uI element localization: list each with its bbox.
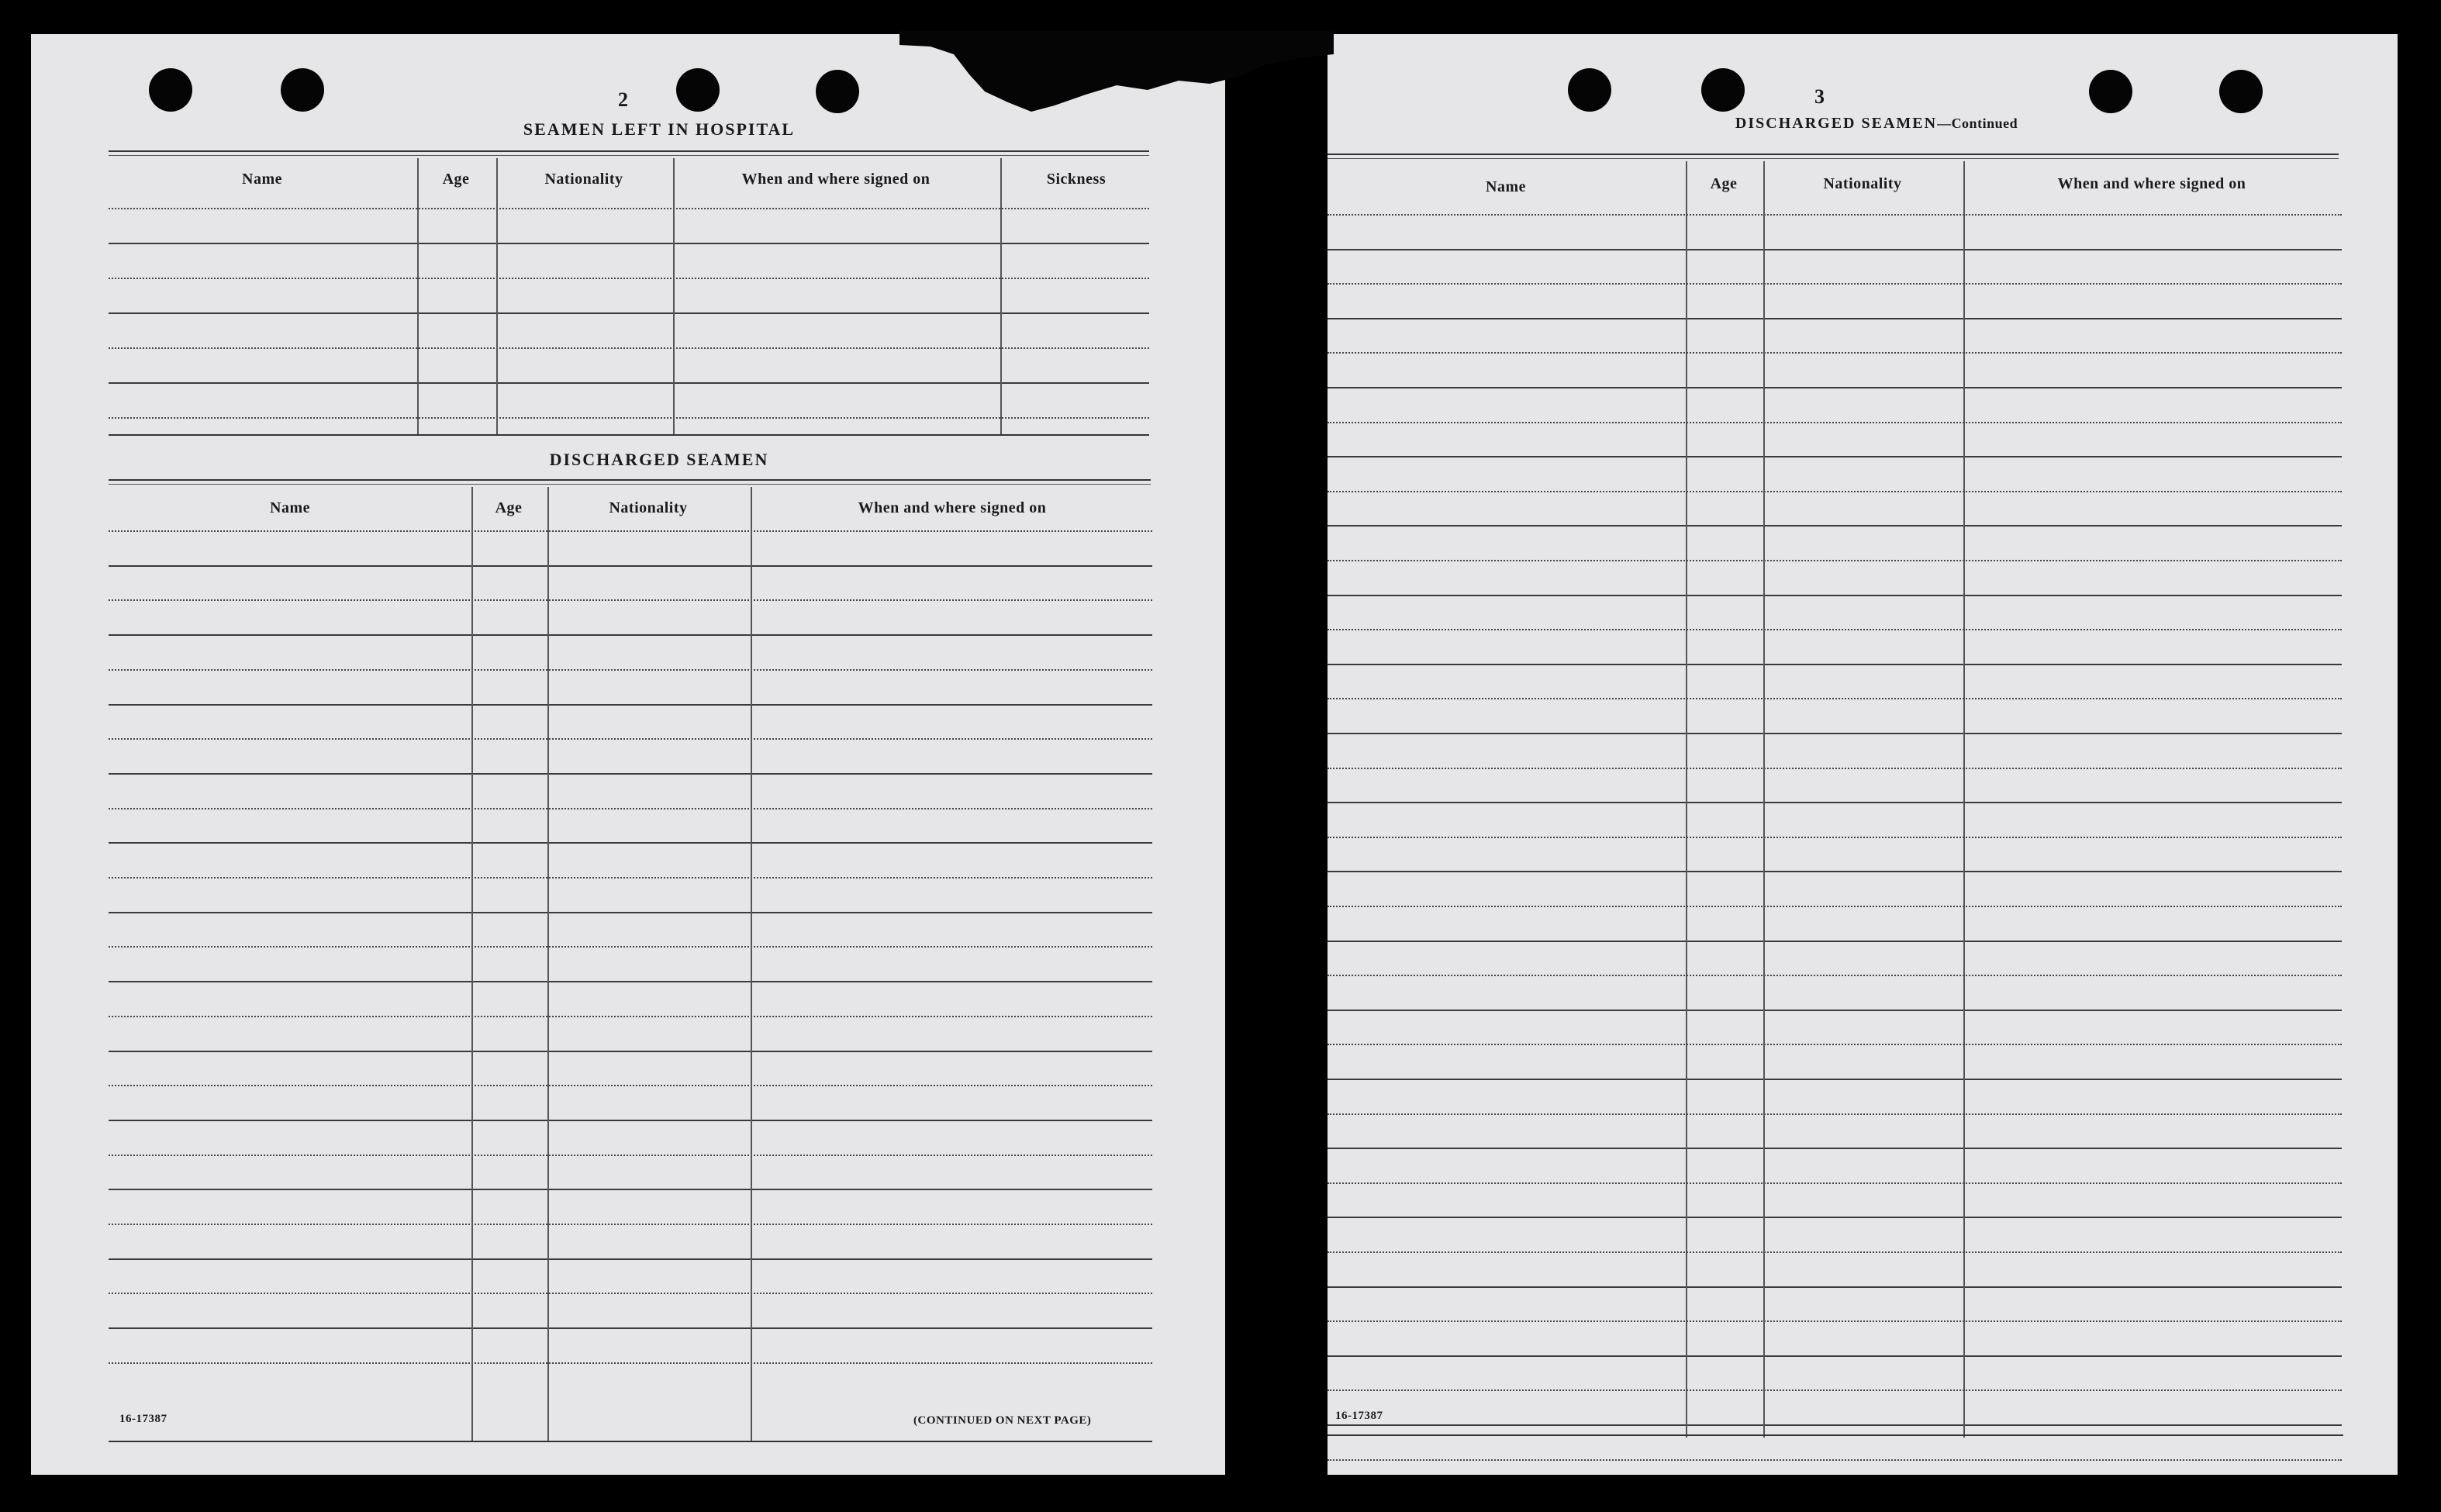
table-row <box>1328 387 2342 388</box>
col-when-where: When and where signed on <box>858 499 1047 516</box>
table-row <box>109 347 1149 349</box>
binder-hole <box>149 68 192 112</box>
table-row <box>109 842 1152 844</box>
table-row <box>109 773 1152 775</box>
table-row <box>109 1258 1152 1260</box>
table-row <box>109 208 1149 209</box>
section-title-main: DISCHARGED SEAMEN <box>1735 115 1938 132</box>
table-row <box>1328 975 2342 976</box>
col-nationality: Nationality <box>544 171 623 188</box>
table-row <box>109 1120 1152 1121</box>
binder-hole <box>816 70 859 113</box>
table-row <box>1328 871 2342 872</box>
table-row <box>1328 491 2342 492</box>
top-rule-2 <box>1328 158 2339 159</box>
binder-hole <box>1568 68 1611 112</box>
table-row <box>109 912 1152 913</box>
col-when-where: When and where signed on <box>741 171 930 188</box>
table-row <box>109 738 1152 740</box>
hospital-top-rule <box>109 150 1149 152</box>
table-row <box>1328 422 2342 423</box>
table-row <box>109 278 1149 279</box>
discharged-bottom-rule <box>109 1441 1152 1442</box>
column-divider <box>1000 158 1002 436</box>
table-row <box>109 1155 1152 1156</box>
hospital-section-title: SEAMEN LEFT IN HOSPITAL <box>523 119 796 139</box>
binder-hole <box>1701 68 1745 112</box>
col-nationality: Nationality <box>609 499 688 516</box>
table-row <box>109 1189 1152 1190</box>
section-title-suffix: —Continued <box>1937 116 2018 131</box>
hospital-top-rule-2 <box>109 155 1149 156</box>
table-row <box>109 243 1149 244</box>
page-number: 3 <box>1814 85 1825 108</box>
table-row <box>1328 1182 2342 1184</box>
table-row <box>109 1362 1152 1364</box>
table-row <box>1328 733 2342 734</box>
table-row <box>109 1016 1152 1017</box>
col-name: Name <box>242 171 282 188</box>
table-row <box>1328 664 2342 665</box>
column-divider <box>751 487 752 1442</box>
right-page <box>1328 34 2398 1475</box>
binder-hole <box>2219 70 2263 113</box>
table-row <box>109 312 1149 314</box>
column-divider <box>1686 161 1687 1438</box>
discharged-top-rule <box>109 479 1151 481</box>
table-row <box>1328 214 2342 216</box>
discharged-top-rule-2 <box>109 484 1151 485</box>
table-row <box>109 1293 1152 1294</box>
table-row <box>109 1085 1152 1086</box>
column-divider <box>471 487 473 1442</box>
col-name: Name <box>1486 178 1526 195</box>
table-row <box>1328 283 2342 285</box>
table-row <box>109 704 1152 706</box>
discharged-section-title: DISCHARGED SEAMEN <box>549 450 769 469</box>
section-title <box>1659 115 2094 133</box>
col-name: Name <box>270 499 310 516</box>
table-row <box>109 417 1149 419</box>
table-row <box>1328 1148 2342 1149</box>
table-row <box>1328 318 2342 319</box>
col-sickness: Sickness <box>1046 171 1107 188</box>
table-row <box>1328 1079 2342 1080</box>
table-row <box>109 946 1152 948</box>
table-row <box>1328 698 2342 699</box>
column-divider <box>673 158 675 436</box>
table-row <box>1328 1010 2342 1011</box>
table-row <box>1328 1389 2342 1391</box>
table-row <box>1328 595 2342 596</box>
table-row <box>109 599 1152 601</box>
table-row <box>109 1051 1152 1052</box>
table-row <box>1328 1355 2342 1357</box>
table-row <box>1328 768 2342 769</box>
table-row <box>109 877 1152 879</box>
table-row <box>109 1224 1152 1225</box>
table-row <box>1328 352 2342 354</box>
col-age: Age <box>495 499 523 516</box>
table-row <box>1328 941 2342 942</box>
table-row <box>109 530 1152 532</box>
table-row <box>109 382 1149 384</box>
form-number: 16-17387 <box>119 1413 167 1425</box>
table-row <box>109 808 1152 810</box>
column-divider <box>417 158 419 436</box>
table-row <box>1328 1113 2342 1115</box>
table-row <box>1328 1424 2342 1426</box>
table-row <box>1328 560 2342 561</box>
column-divider <box>547 487 549 1442</box>
table-row <box>109 1327 1152 1329</box>
table-row <box>1328 837 2342 838</box>
column-divider <box>496 158 498 436</box>
continued-note: (CONTINUED ON NEXT PAGE) <box>913 1414 1092 1427</box>
binder-hole <box>676 68 720 112</box>
table-row <box>109 565 1152 567</box>
column-divider <box>1963 161 1965 1438</box>
binder-hole <box>2089 70 2132 113</box>
table-row <box>1328 802 2342 803</box>
form-number: 16-17387 <box>1335 1410 1383 1422</box>
torn-edge <box>899 31 1334 124</box>
table-row <box>1328 1459 2342 1461</box>
left-page <box>31 34 1225 1475</box>
table-row <box>1328 1251 2342 1253</box>
table-row <box>1328 456 2342 457</box>
table-row <box>1328 249 2342 250</box>
page-number: 2 <box>618 88 628 111</box>
col-nationality: Nationality <box>1823 175 1902 192</box>
table-row <box>1328 906 2342 907</box>
table-row <box>109 669 1152 671</box>
table-row <box>109 981 1152 982</box>
binder-hole <box>281 68 324 112</box>
table-row <box>1328 1044 2342 1045</box>
col-age: Age <box>442 171 470 188</box>
bottom-rule <box>1328 1434 2343 1436</box>
table-row <box>1328 1286 2342 1288</box>
col-age: Age <box>1710 175 1738 192</box>
top-rule <box>1328 154 2339 155</box>
table-row <box>1328 1217 2342 1218</box>
table-row <box>1328 525 2342 526</box>
table-row <box>1328 629 2342 630</box>
hospital-bottom-rule <box>109 434 1149 436</box>
table-row <box>109 634 1152 636</box>
table-row <box>1328 1320 2342 1322</box>
col-when-where: When and where signed on <box>2057 175 2246 192</box>
column-divider <box>1763 161 1765 1438</box>
